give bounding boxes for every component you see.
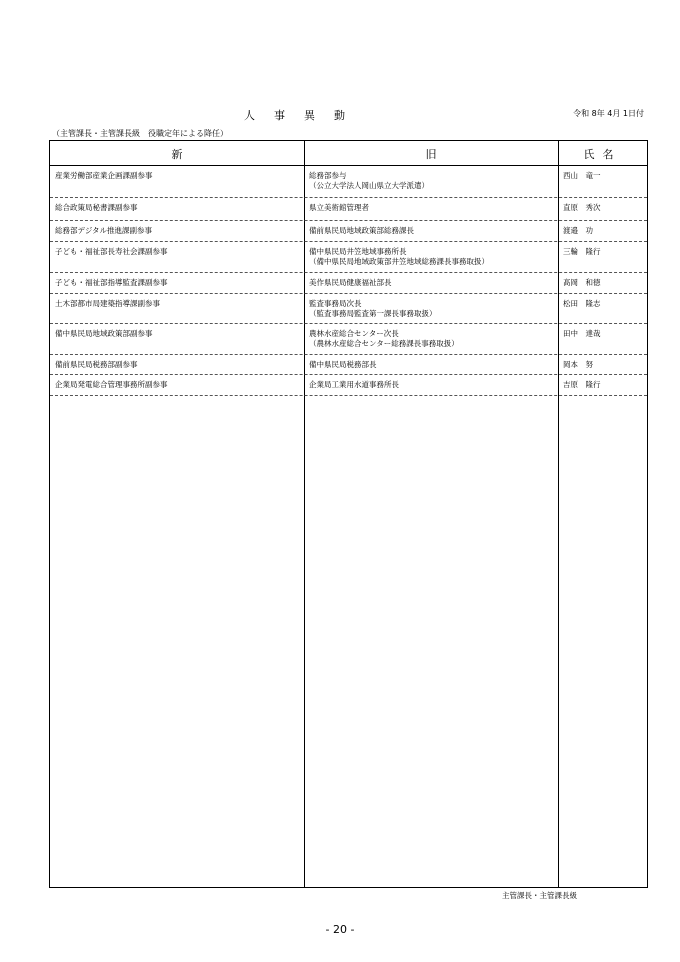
- table-row: [50, 273, 647, 294]
- old-position-line: 備中県民局税務部長: [309, 360, 377, 369]
- new-position: 総務部デジタル推進課副参事: [55, 226, 153, 235]
- person-name: 松田 隆志: [563, 299, 601, 308]
- old-position: [309, 278, 392, 288]
- new-position: 総合政策局秘書課副参事: [55, 203, 138, 212]
- old-position: [309, 360, 377, 370]
- person-name: 三輪 隆行: [563, 247, 601, 256]
- old-position-line: 監査事務局次長: [309, 299, 362, 308]
- new-position: 産業労働部産業企画課副参事: [55, 171, 153, 180]
- old-position-line: 農林水産総合センター次長: [309, 329, 399, 338]
- table-row: [50, 221, 647, 242]
- old-position-line: （備中県民局地域政策部井笠地域総務課長事務取扱）: [309, 257, 489, 266]
- old-position-line: （公立大学法人岡山県立大学派遣）: [309, 181, 429, 190]
- person-name: 渡邉 功: [563, 226, 593, 235]
- new-position: 備前県民局税務部副参事: [55, 360, 138, 369]
- header-new: 新: [171, 148, 183, 161]
- old-position: [309, 226, 414, 236]
- header-old: 旧: [425, 148, 437, 161]
- old-position-line: 県立美術館管理者: [309, 203, 369, 212]
- person-name: 髙岡 和徳: [563, 278, 601, 287]
- table-body: [50, 166, 647, 396]
- old-position-line: 備前県民局地域政策部総務課長: [309, 226, 414, 235]
- old-position-line: 総務部参与: [309, 171, 347, 180]
- new-position: 企業局発電総合管理事務所副参事: [55, 380, 168, 389]
- document-title: 人事異動: [244, 109, 364, 122]
- page-number: - 20 -: [325, 923, 355, 936]
- old-position-line: （農林水産総合センター総務課長事務取扱）: [309, 339, 459, 348]
- old-position: [309, 171, 429, 191]
- old-position-line: （監査事務局監査第一課長事務取扱）: [309, 309, 437, 318]
- new-position: 備中県民局地域政策部副参事: [55, 329, 153, 338]
- old-position-line: 備中県民局井笠地域事務所長: [309, 247, 407, 256]
- table-row: [50, 166, 647, 198]
- person-name: 岡本 努: [563, 360, 593, 369]
- personnel-table: [49, 140, 648, 888]
- table-header: [50, 141, 647, 166]
- table-row: [50, 242, 647, 273]
- new-position: 子ども・福祉部長寿社会課副参事: [55, 247, 168, 256]
- table-row: [50, 294, 647, 324]
- old-position: [309, 203, 369, 213]
- header-name: 氏名: [583, 148, 622, 161]
- table-row: [50, 375, 647, 396]
- old-position-line: 企業局工業用水道事務所長: [309, 380, 399, 389]
- document-subtitle: （主管課長・主管課長級 役職定年による降任）: [52, 129, 228, 138]
- old-position: [309, 299, 437, 319]
- table-row: [50, 198, 647, 221]
- table-row: [50, 355, 647, 375]
- person-name: 吉原 隆行: [563, 380, 601, 389]
- table-row: [50, 324, 647, 355]
- old-position: [309, 380, 399, 390]
- effective-date: 令和 8年 4月 1日付: [573, 109, 644, 118]
- person-name: 直原 秀次: [563, 203, 601, 212]
- new-position: 子ども・福祉部指導監査課副参事: [55, 278, 168, 287]
- old-position: [309, 329, 459, 349]
- old-position: [309, 247, 489, 267]
- person-name: 田中 達哉: [563, 329, 601, 338]
- new-position: 土木部都市局建築指導課副参事: [55, 299, 160, 308]
- old-position-line: 美作県民局健康福祉部長: [309, 278, 392, 287]
- footnote: 主管課長・主管課長級: [502, 891, 577, 900]
- person-name: 西山 竜一: [563, 171, 601, 180]
